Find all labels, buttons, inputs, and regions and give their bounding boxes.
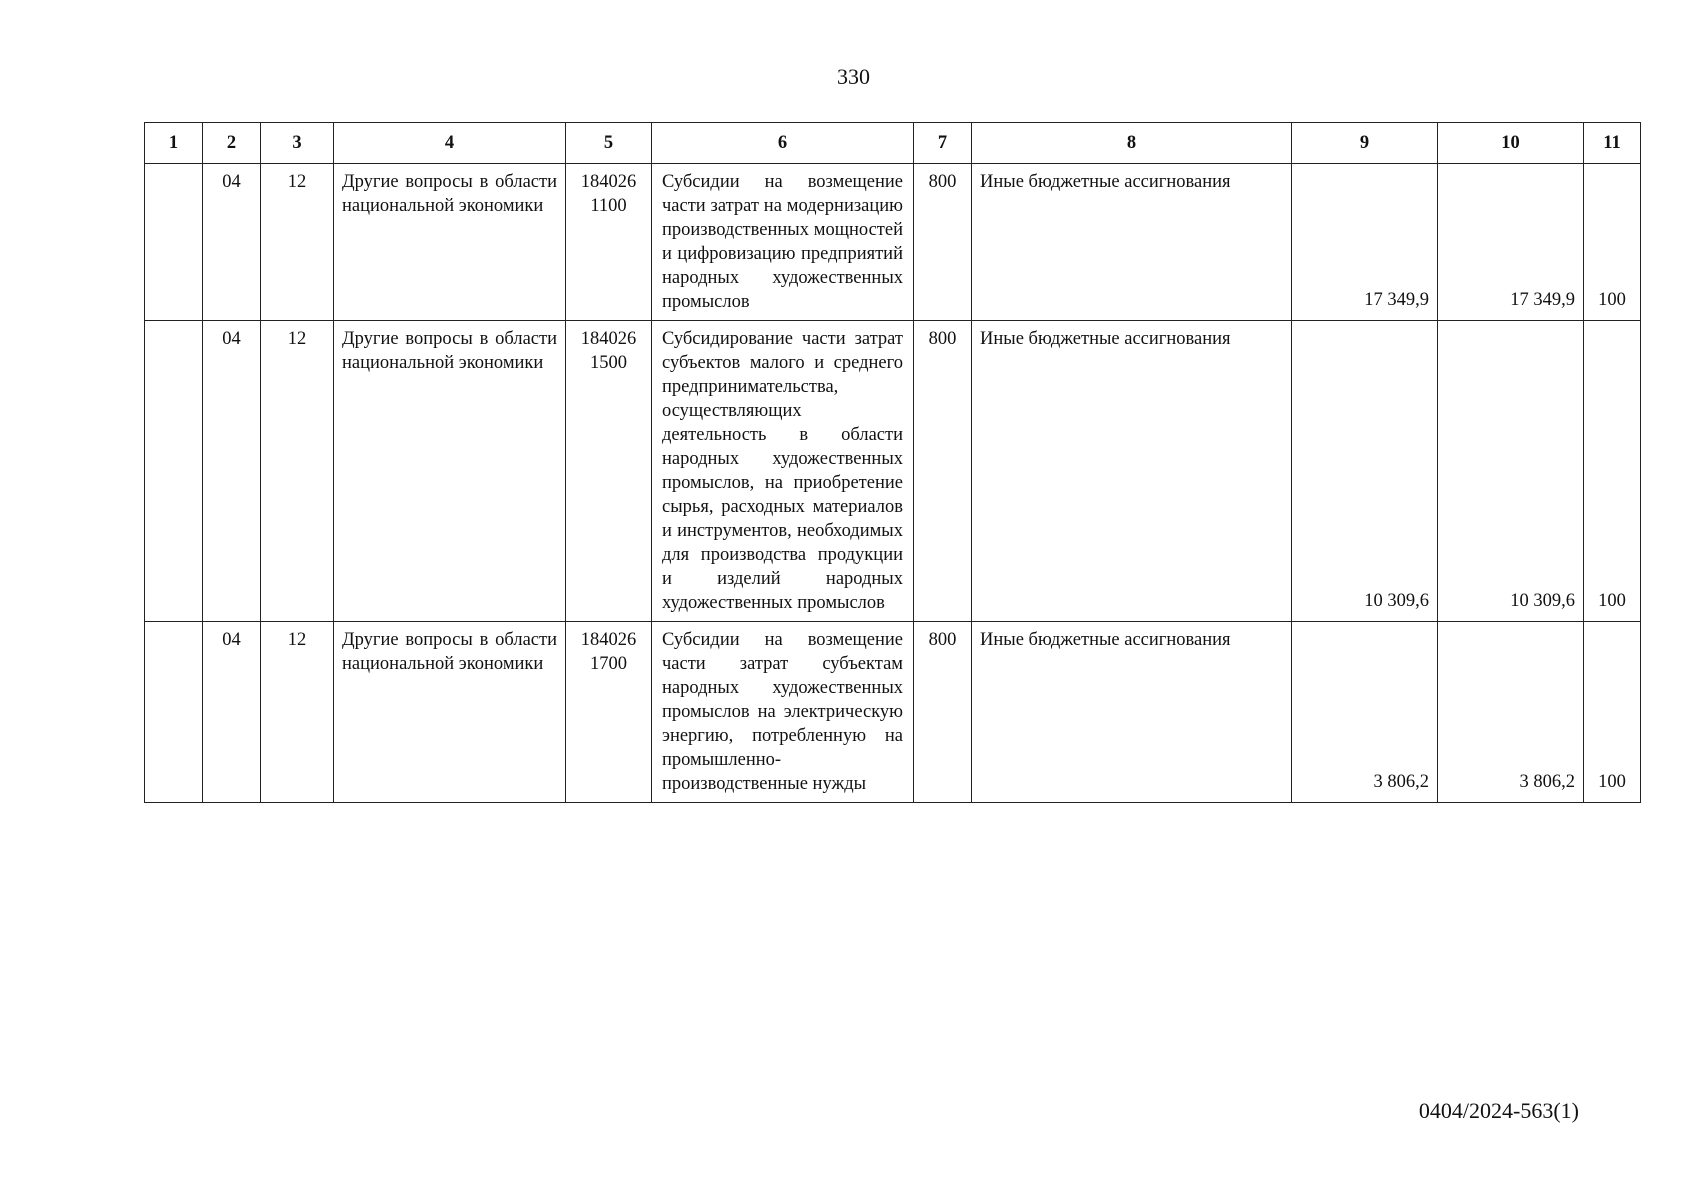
cell-expense-type-name: Иные бюджетные ассигнования [972,164,1292,321]
column-header: 2 [203,123,261,164]
column-header: 5 [566,123,652,164]
cell-description: Субсидирование части затрат субъектов малого и среднего предпринимательства, осуществляющих деятельность в области народных художественных промыслов, на приобретение сырья, расходных материалов и инструментов, необходимых для производства продукции и изделий народных художественных промыслов [652,321,914,622]
column-header: 1 [145,123,203,164]
cell-section-name: Другие вопросы в области национальной экономики [334,321,566,622]
cell-subsection: 12 [261,164,334,321]
cell-subsection: 12 [261,622,334,803]
table-row [145,321,1641,622]
cell-amount-executed: 17 349,9 [1438,164,1584,321]
column-header: 8 [972,123,1292,164]
column-header: 3 [261,123,334,164]
cell-amount-planned: 3 806,2 [1292,622,1438,803]
header-row [145,123,1641,164]
cell-description: Субсидии на возмещение части затрат субъектам народных художественных промыслов на электрическую энергию, потребленную на промышленно-производственные нужды [652,622,914,803]
cell-percent: 100 [1584,622,1641,803]
target-code-part2: 1500 [590,353,627,373]
column-header: 9 [1292,123,1438,164]
target-code-part1: 184026 [580,630,637,650]
cell-amount-executed: 10 309,6 [1438,321,1584,622]
budget-table [144,122,1641,803]
cell-section: 04 [203,164,261,321]
cell-amount-planned: 10 309,6 [1292,321,1438,622]
cell-section: 04 [203,622,261,803]
cell-expense-type: 800 [914,321,972,622]
cell-section-name: Другие вопросы в области национальной экономики [334,164,566,321]
cell-target-code [566,164,652,321]
cell-expense-type-name: Иные бюджетные ассигнования [972,321,1292,622]
cell-description: Субсидии на возмещение части затрат на модернизацию производственных мощностей и цифровизацию предприятий народных художественных промыслов [652,164,914,321]
column-header: 7 [914,123,972,164]
cell-percent: 100 [1584,164,1641,321]
target-code-part1: 184026 [580,329,637,349]
page-number: 330 [837,64,870,89]
cell-expense-type: 800 [914,164,972,321]
cell-col1 [145,622,203,803]
cell-section-name: Другие вопросы в области национальной экономики [334,622,566,803]
cell-expense-type-name: Иные бюджетные ассигнования [972,622,1292,803]
cell-amount-planned: 17 349,9 [1292,164,1438,321]
cell-percent: 100 [1584,321,1641,622]
cell-subsection: 12 [261,321,334,622]
target-code-part1: 184026 [580,172,637,192]
table-row [145,164,1641,321]
target-code-part2: 1100 [590,196,627,216]
cell-target-code [566,321,652,622]
table-row [145,622,1641,803]
document-number: 0404/2024-563(1) [1418,1098,1579,1123]
cell-col1 [145,164,203,321]
cell-col1 [145,321,203,622]
column-header: 11 [1584,123,1641,164]
cell-expense-type: 800 [914,622,972,803]
cell-amount-executed: 3 806,2 [1438,622,1584,803]
column-header: 6 [652,123,914,164]
target-code-part2: 1700 [590,654,627,674]
column-header: 10 [1438,123,1584,164]
cell-section: 04 [203,321,261,622]
column-header: 4 [334,123,566,164]
cell-target-code [566,622,652,803]
